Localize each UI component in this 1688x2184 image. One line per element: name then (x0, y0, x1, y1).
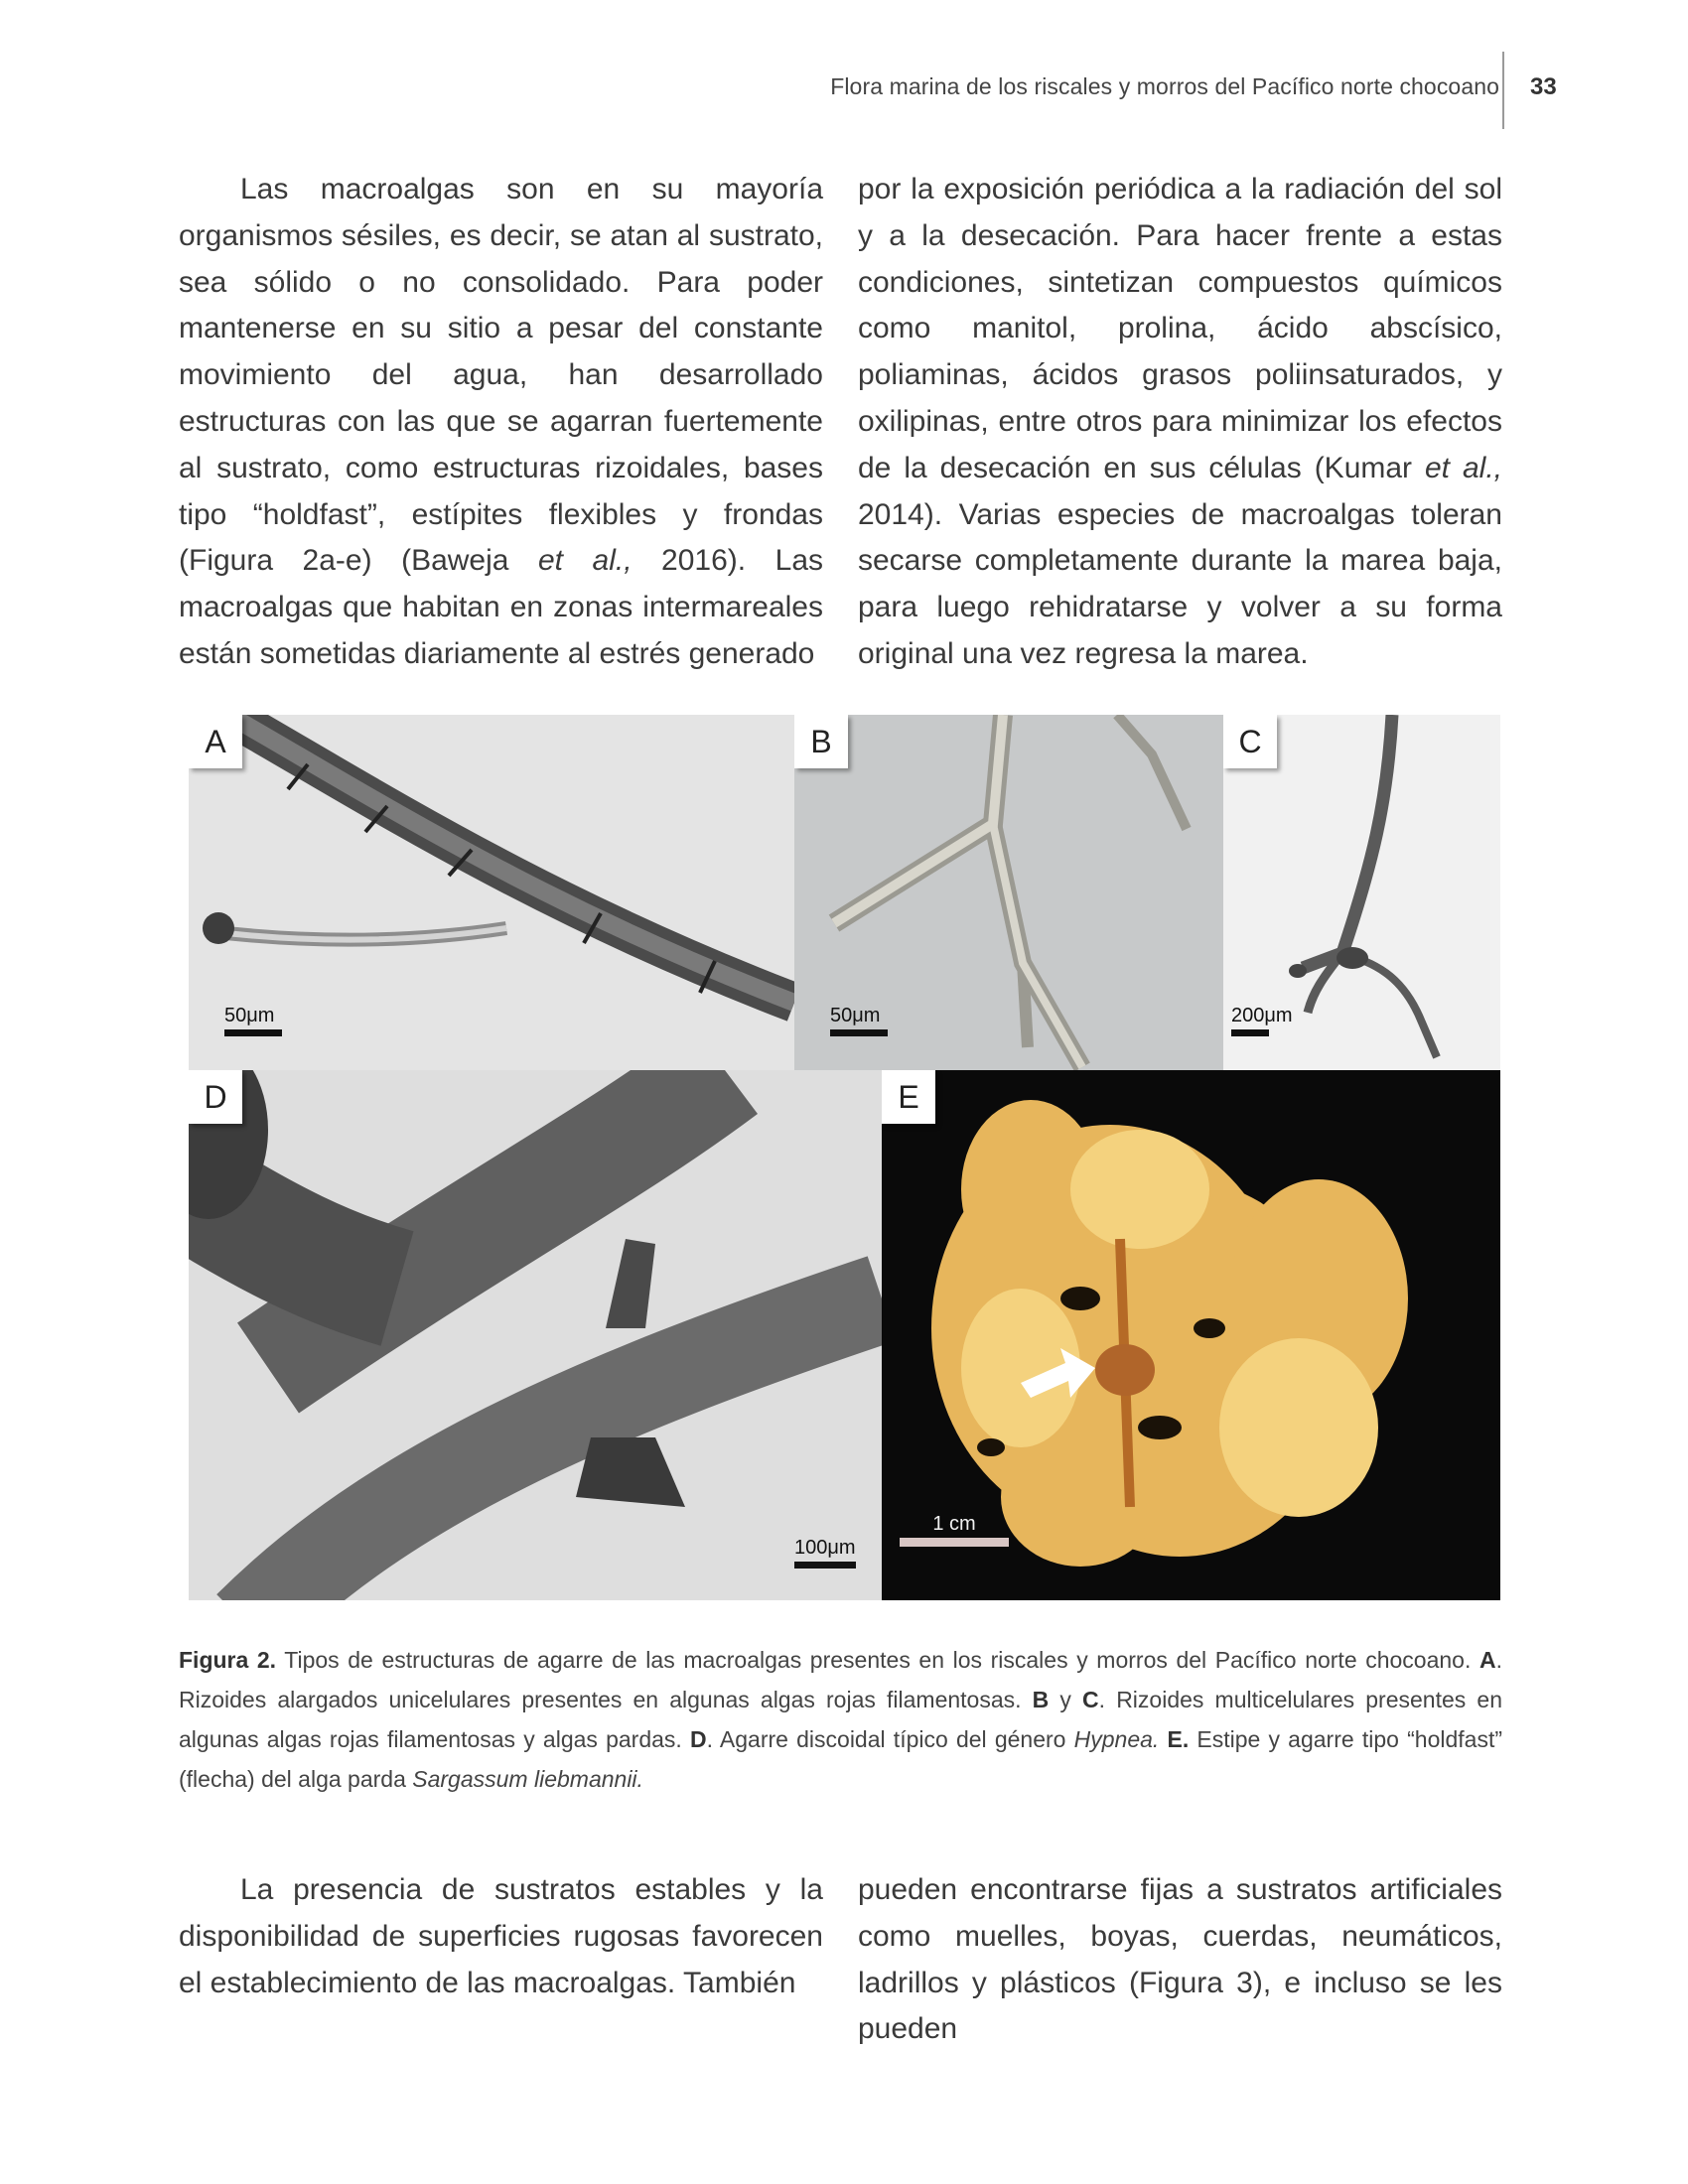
scale-bar-line (900, 1538, 1009, 1547)
paragraph: pueden encontrarse fijas a sustratos artificiales como muelles, boyas, cuerdas, neumáticos, ladrillos y plásticos (Figura 3), e incluso se les pueden (858, 1873, 1502, 2046)
figure-2 (189, 715, 1500, 1600)
running-head: Flora marina de los riscales y morros del Pacífico norte chocoano (830, 73, 1499, 99)
scale-bar-c (1231, 1005, 1293, 1036)
header-divider (1502, 52, 1504, 129)
panel-e (882, 1070, 1500, 1600)
panel-letter-a: A (189, 715, 242, 768)
panel-b (794, 715, 1223, 1070)
paragraph (858, 167, 1502, 678)
paragraph (179, 167, 823, 678)
scale-bar-line (830, 1029, 888, 1036)
panel-a (189, 715, 794, 1070)
panel-letter-e: E (882, 1070, 935, 1124)
caption-text: . Rizoides multicelulares presentes en algunas algas rojas filamentosas y algas pardas. (179, 1687, 1502, 1752)
scale-bar-line (1231, 1029, 1269, 1036)
scale-label: 50μm (224, 1005, 275, 1026)
paragraph-text: 2016). Las macroalgas que habitan en zonas intermareales están sometidas diariamente al estrés generado (179, 544, 824, 670)
caption-ref-a: A (1478, 1647, 1496, 1673)
citation-italic: et al., (1425, 451, 1502, 484)
panel-letter-b: B (794, 715, 848, 768)
caption-species: Sargassum liebmannii. (412, 1766, 643, 1792)
scale-bar-d (794, 1537, 856, 1569)
top-text-columns (179, 167, 1502, 678)
scale-label: 200μm (1231, 1005, 1293, 1026)
bottom-text-columns (179, 1867, 1502, 2053)
scale-bar-a (224, 1005, 282, 1036)
panel-letter-c: C (1223, 715, 1277, 768)
caption-ref-e: E. (1159, 1726, 1190, 1752)
paragraph-text: Las macroalgas son en su mayoría organismos sésiles, es decir, se atan al sustrato, sea sólido o no consolidado. Para poder mantenerse en su sitio a pesar del constante movimiento del agua, han desarrollado estructuras con las que se agarran fuertemente al sustrato, como estructuras rizoidales, bases tipo “holdfast”, estípites flexibles y frondas (Figura 2a-e) (Baweja (179, 173, 823, 578)
scale-label: 1 cm (932, 1513, 976, 1535)
scale-label: 50μm (830, 1005, 881, 1026)
paragraph-text: 2014). Varias especies de macroalgas toleran secarse completamente durante la marea baja, para luego rehidratarse y volver a su forma original una vez regresa la marea. (858, 497, 1502, 670)
panel-letter-d: D (189, 1070, 242, 1124)
paragraph: La presencia de sustratos estables y la disponibilidad de superficies rugosas favorecen el establecimiento de las macroalgas. También (179, 1873, 823, 1999)
caption-ref-b: B (1032, 1687, 1050, 1712)
caption-text: Estipe y agarre tipo “holdfast” (flecha) del alga parda (179, 1726, 1502, 1792)
caption-text: . Agarre discoidal típico del género (706, 1726, 1074, 1752)
caption-text: Tipos de estructuras de agarre de las macroalgas presentes en los riscales y morros del Pacífico norte chocoano. (276, 1647, 1479, 1673)
scale-bar-e (900, 1513, 1009, 1547)
holdfast-micrograph-d (189, 1070, 882, 1600)
caption-ref-c: C (1082, 1687, 1099, 1712)
paragraph-text: por la exposición periódica a la radiación del sol y a la desecación. Para hacer frente a estas condiciones, sintetizan compuestos químicos como manitol, prolina, ácido abscísico, poliaminas, ácidos grasos poliinsaturados, y oxilipinas, entre otros para minimizar los efectos de la desecación en sus células (Kumar (858, 173, 1502, 484)
caption-label: Figura 2. (179, 1647, 277, 1673)
figure-caption (179, 1640, 1502, 1799)
top-left-column (179, 167, 823, 678)
bottom-right-column (858, 1867, 1502, 2053)
scale-bar-b (830, 1005, 888, 1036)
caption-text: y (1049, 1687, 1083, 1712)
scale-bar-line (224, 1029, 282, 1036)
scale-bar-line (794, 1562, 856, 1569)
caption-ref-d: D (689, 1726, 707, 1752)
top-right-column (858, 167, 1502, 678)
page-number: 33 (1530, 73, 1557, 100)
scale-label: 100μm (794, 1537, 856, 1559)
citation-italic: et al., (537, 544, 633, 578)
panel-c (1223, 715, 1500, 1070)
bottom-left-column (179, 1867, 823, 2053)
caption-genus: Hypnea. (1073, 1726, 1160, 1752)
panel-d (189, 1070, 882, 1600)
caption-text: . Rizoides alargados unicelulares presentes en algunas algas rojas filamentosas. (179, 1647, 1502, 1712)
